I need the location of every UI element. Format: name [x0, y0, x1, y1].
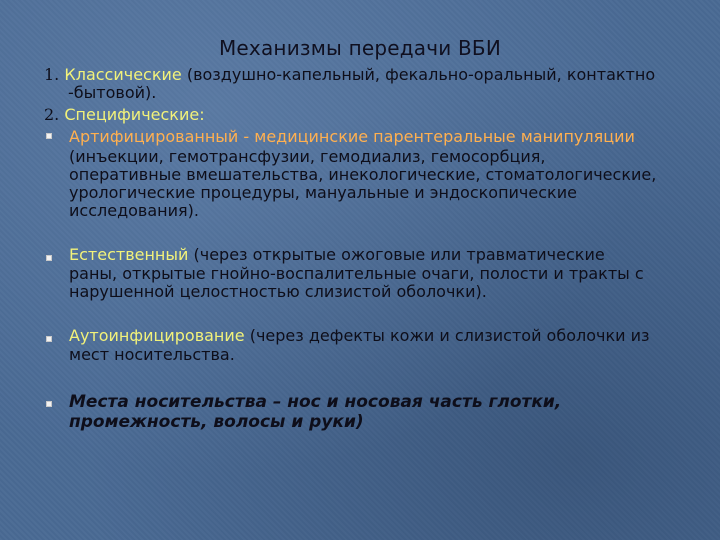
- slide-title: Механизмы передачи ВБИ: [218, 36, 502, 60]
- item-1-number: 1.: [44, 65, 60, 84]
- bullet-2-line-3: нарушенной целостностью слизистой оболочки).: [69, 282, 487, 301]
- bullet-square-icon: [46, 133, 52, 139]
- item-1-line-1: [44, 66, 655, 84]
- bullet-1-line-3: урологические процедуры, мануальные и эндоскопические: [69, 183, 577, 202]
- bullet-square-icon: [46, 255, 52, 261]
- bullet-2-first-line-rest: (через открытые ожоговые или травматические: [188, 245, 605, 264]
- bullet-4-line-1: Места носительства – нос и носовая часть глотки,: [69, 392, 562, 412]
- bullet-square-icon: [46, 401, 52, 407]
- bullet-2-line-2: раны, открытые гнойно-воспалительные очаги, полости и тракты с: [69, 264, 644, 283]
- bullet-3-line-1: [69, 327, 650, 345]
- bullet-1-label: Артифицированный - медицинские парентеральные манипуляции: [69, 127, 635, 146]
- item-2-number: 2.: [44, 105, 60, 124]
- bullet-1-line-1: (инъекции, гемотрансфузии, гемодиализ, гемосорбция,: [69, 147, 546, 166]
- bullet-1-line-4: исследования).: [69, 201, 199, 220]
- bullet-1-line-2: оперативные вмешательства, инекологические, стоматологические,: [69, 165, 657, 184]
- bullet-2-line-1: [69, 246, 605, 264]
- bullet-square-icon: [46, 336, 52, 342]
- item-1-label: Классические: [64, 65, 182, 84]
- item-1-line-2: -бытовой).: [68, 83, 157, 102]
- bullet-4-line-2: промежность, волосы и руки): [69, 412, 364, 432]
- item-1-text: (воздушно-капельный, фекально-оральный, контактно: [181, 65, 656, 84]
- bullet-2-label: Естественный: [69, 245, 189, 264]
- bullet-3-line-2: мест носительства.: [69, 345, 235, 364]
- item-2-label: Специфические:: [64, 105, 205, 124]
- bullet-3-first-line-rest: (через дефекты кожи и слизистой оболочки из: [244, 326, 650, 345]
- bullet-3-label: Аутоинфицирование: [69, 326, 245, 345]
- item-2-line: [44, 106, 205, 124]
